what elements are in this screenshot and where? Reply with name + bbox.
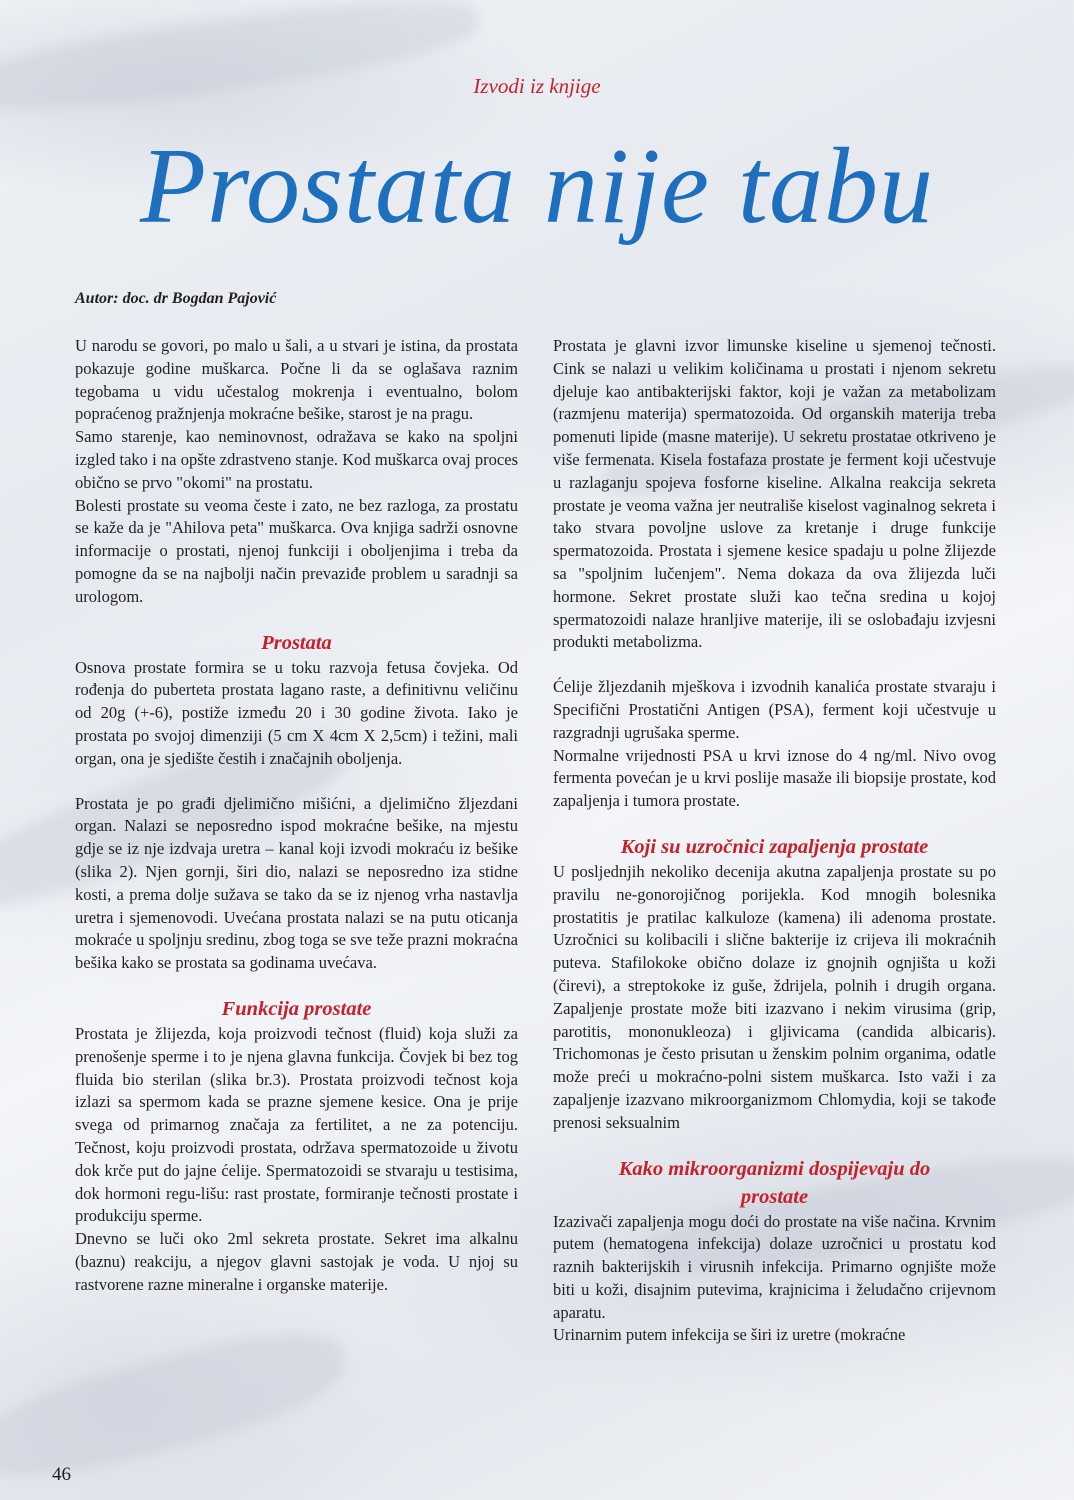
- body-paragraph: Bolesti prostate su veoma česte i zato, ne bez razloga, za prostatu se kaže da je "Ahilova peta" muškarca. Ova knjiga sadrži osnovne informacije o prostati, njenoj funkciji i oboljenjima i treba da pomogne da se na najbolji način prevaziđe problem u saradnji sa urologom.: [75, 495, 518, 606]
- background-brush-streak: [0, 0, 482, 126]
- body-paragraph: Normalne vrijednosti PSA u krvi iznose do 4 ng/ml. Nivo ovog fermenta povećan je u krvi poslije masaže ili biopsije prostate, kod zapaljenja i tumora prostate.: [553, 745, 996, 811]
- body-paragraph: Prostata je glavni izvor limunske kiseline u sjemenoj tečnosti. Cink se nalazi u velikim količinama u prostati i njenom sekretu djeluje kao antibakterijski faktor, koji je važan za metabolizam (razmjenu materija) spermatozoida. Od organskih materija treba pomenuti lipide (masne materije). U sekretu prostatae otkriveno je više fermenata. Kisela fostafaza prostate je ferment koji učestvuje u razlaganju spojeva fosforne kiseline. Alkalna reakcija sekreta prostate je veoma važna jer neutrališe kiselost vaginalnog sekreta i tako stvara povoljne uslove za kretanje i druge funkcije spermatozoida. Prostata i sjemene kesice spadaju u polne žlijezde sa "spoljnim lučenjem". Nema dokaza da ova žlijezda luči hormone. Sekret prostate služi kao tečna sredina u kojoj spermatozoidi nalaze hranljive materije, ili se oslobađaju izvjesni produkti metabolizma.: [553, 336, 996, 652]
- body-paragraph: Prostata je žlijezda, koja proizvodi tečnost (fluid) koja služi za prenošenje sperme i to je njena glavna funkcija. Čovjek bi bez tog fluida bio sterilan (slika br.3). Prostata proizvodi tečnost koja izlazi sa spermom kada se prazne sjemene kesice. Ona je prije svega od primarnog značaja za fertilitet, a ne za potenciju. Tečnost, koju proizvodi prostata, održava spermatozoide u životu dok krče put do jajne ćelije. Spermatozoidi se stvaraju u testisima, dok hormoni regu-lišu: rast prostate, formiranje tečnosti prostate i produkciju sperme.: [75, 1023, 518, 1226]
- body-paragraph: U posljednjih nekoliko decenija akutna zapaljenja prostate su po pravilu ne-gonorojičnog porijekla. Kod mnogih bolesnika prostatitis je pratilac kalkuloze (kamena) ili adenoma prostate. Uzročnici su kolibacili i slične bakterije iz crijeva ili mokraćnih puteva. Stafilokoke obično dolaze iz gnojnih ognjišta u koži (čirevi), a streptokoke iz guše, ždrijela, polnih i drugih organa. Zapaljenje prostate može biti izazvano i nekim virusima (grip, parotitis, mononukleoza) i gljivicama (candida albicaris). Trichomonas je često prisutan u ženskim polnim organima, odatle može preći u mokraćno-polni sistem muškarca. Isto važi i za zapaljenje izazvano mikroorganizmom Chlomydia, koji se takođe prenosi seksualnim: [553, 861, 996, 1132]
- article-title: Prostata nije tabu: [140, 127, 934, 246]
- body-paragraph: Osnova prostate formira se u toku razvoja fetusa čovjeka. Od rođenja do puberteta prostata lagano raste, a definitivnu veličinu od 20g (+-6), postiže između 20 i 30 godine života. Iako je prostata po svojoj dimenziji (5 cm X 4cm X 2,5cm) i težini, mali organ, ona je sjedište čestih i značajnih oboljenja.: [75, 657, 518, 768]
- body-paragraph: Samo starenje, kao neminovnost, odražava se kako na spoljni izgled tako i na opšte zdrastveno stanje. Kod muškarca ovaj proces obično se prvo "okomi" na prostatu.: [75, 427, 518, 492]
- body-paragraph: Dnevno se luči oko 2ml sekreta prostate. Sekret ima alkalnu (baznu) reakciju, a njegov glavni sastojak je voda. U njoj su rastvorene razne mineralne i organske materije.: [75, 1229, 518, 1294]
- section-heading-kako: Kako mikroorganizmi dospijevaju do prostate: [618, 1157, 931, 1208]
- section-heading-uzrocnici: Koji su uzročnici zapaljenja prostate: [620, 835, 929, 858]
- body-paragraph: U narodu se govori, po malo u šali, a u stvari je istina, da prostata pokazuje godine muškarca. Počne li da se oglašava raznim tegobama u vidu učestalog mokrenja i eventualno, bolom popraćenog pražnjenja mokraćne bešike, starost je na pragu.: [75, 336, 518, 424]
- body-paragraph: Ćelije žljezdanih mješkova i izvodnih kanalića prostate stvaraju i Specifični Prostatični Antigen (PSA), ferment koji učestvuje u razgradnji ugrušaka sperme.: [553, 677, 996, 742]
- page-number: 46: [52, 1464, 71, 1485]
- section-kicker: Izvodi iz knjige: [473, 74, 601, 98]
- section-heading-prostata: Prostata: [261, 631, 332, 654]
- right-column: [553, 335, 996, 1347]
- body-paragraph: Izazivači zapaljenja mogu doći do prostate na više načina. Krvnim putem (hematogena infekcija) dolaze uzročnici u prostatu kod raznih bakterijskih i virusnih infekcija. Primarno ognjište može biti u koži, disajnim putevima, krajnicima i želudačno crijevnom aparatu.: [553, 1211, 996, 1322]
- body-paragraph: Prostata je po građi djelimično mišićni, a djelimično žljezdani organ. Nalazi se neposredno ispod mokraćne bešike, na mjestu gdje se iz nje izdvaja uretra – kanal koji izvodi mokraću iz bešike (slika 2). Njen gornji, širi dio, nalazi se neposredno iza stidne kosti, a prema dolje sužava se tako da se iz njenog vrha nastavlja uretra i sjemenovodi. Uvećana prostata nalazi se na putu oticanja mokraće u spoljnju sredinu, zbog toga se sve teže prazni mokraćna bešika kako se prostata sa godinama uvećava.: [75, 793, 518, 973]
- section-heading-funkcija: Funkcija prostate: [221, 997, 372, 1020]
- article-author: Autor: doc. dr Bogdan Pajović: [75, 290, 277, 307]
- left-column: [75, 335, 518, 1296]
- body-paragraph: Urinarnim putem infekcija se širi iz uretre (mokraćne: [553, 1325, 906, 1345]
